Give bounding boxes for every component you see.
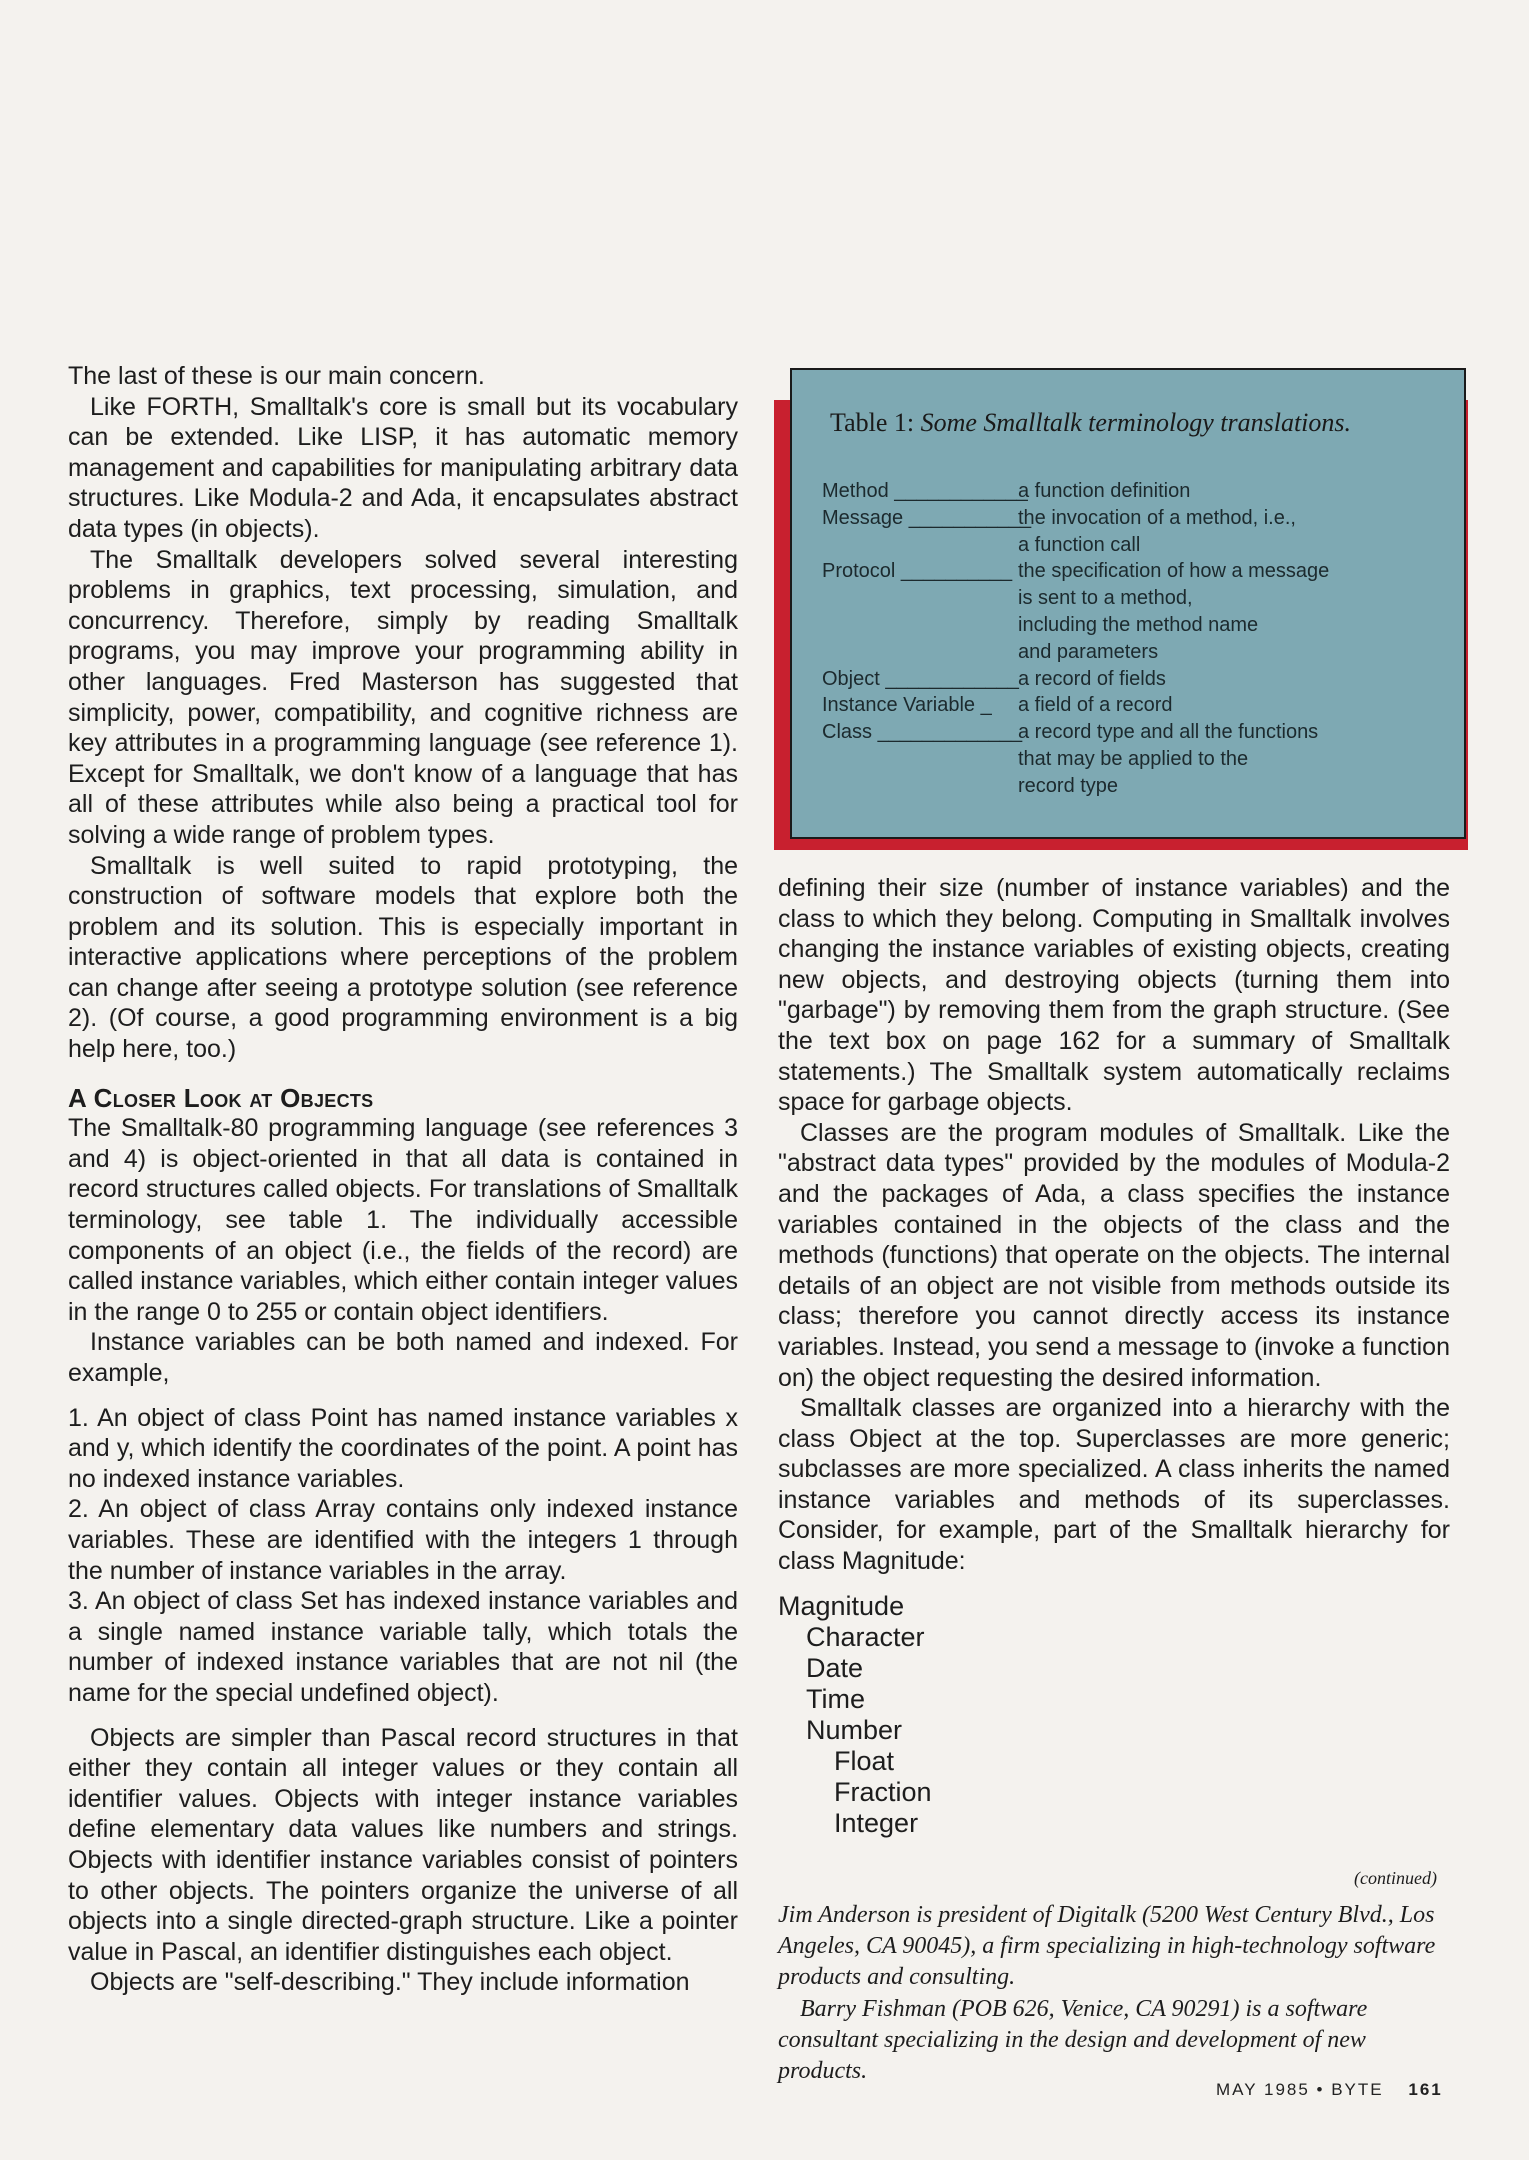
bio-text: Barry Fishman (POB 626, Venice, CA 90291) is a software consultant specializing in the design and development of new products.	[778, 1996, 1368, 2084]
paragraph: Objects are simpler than Pascal record structures in that either they contain all integer values or they contain all identifier values. Objects with integer instance variables define elementary data values like numbers and strings. Objects with identifier instance variables consist of pointers to other objects. The pointers organize the universe of all objects into a single directed-graph structure. Like a pointer value in Pascal, an identifier distinguishes each object.	[68, 1723, 738, 1966]
table-row	[822, 558, 1330, 663]
hierarchy-item: Time	[806, 1683, 865, 1714]
example-list	[68, 1403, 738, 1709]
terminology-table	[790, 368, 1466, 839]
paragraph: Classes are the program modules of Smalltalk. Like the "abstract data types" provided by the modules of Modula-2 and the packages of Ada, a class specifies the instance variables contained in the objects of the class and the methods (functions) that operate on the objects. The internal details of an object are not visible from methods outside its class; therefore you cannot directly access its instance variables. Instead, you send a message to (invoke a function on) the object requesting the desired information.	[778, 1118, 1450, 1392]
definition-line: the specification of how a message	[1018, 560, 1330, 583]
author-bio	[778, 1994, 1450, 2087]
definition-line: record type	[1018, 774, 1119, 797]
table-definition	[1018, 666, 1166, 693]
definition-line: that may be applied to the	[1018, 747, 1249, 770]
hierarchy-item: Integer	[834, 1807, 919, 1838]
section-heading: A Closer Look at Objects	[68, 1082, 374, 1113]
definition-line: a record of fields	[1018, 667, 1166, 690]
list-item: 3. An object of class Set has indexed instance variables and a single named instance variable tally, which totals the number of indexed instance variables that are not nil (the name for the special undefined object).	[68, 1587, 738, 1707]
list-item: 2. An object of class Array contains only indexed instance variables. These are identified with the integers 1 through the number of instance variables in the array.	[68, 1495, 738, 1585]
hierarchy-item: Character	[806, 1621, 925, 1652]
definition-line: a function definition	[1018, 480, 1191, 502]
definition-line: the invocation of a method, i.e.,	[1018, 506, 1296, 529]
table-row	[822, 666, 1166, 693]
definition-line: is sent to a method,	[1018, 587, 1193, 610]
definition-line: a field of a record	[1018, 694, 1173, 717]
table-term: Protocol __________	[822, 560, 1013, 583]
table-number: Table 1:	[830, 408, 915, 437]
page-number: 161	[1408, 2080, 1443, 2099]
paragraph: defining their size (number of instance variables) and the class to which they belong. Computing in Smalltalk involves changing the instance variables of existing objects, creating new objects, and destroying objects (turning them into "garbage") by removing them from the graph structure. (See the text box on page 162 for a summary of Smalltalk statements.) The Smalltalk system automatically reclaims space for garbage objects.	[778, 874, 1450, 1117]
table-term: Instance Variable _	[822, 694, 992, 717]
table-definition	[1018, 719, 1318, 799]
paragraph: Smalltalk classes are organized into a hierarchy with the class Object at the top. Superclasses are more generic; subclasses are more specialized. A class inherits the named instance variables and methods of its superclasses. Consider, for example, part of the Smalltalk hierarchy for class Magnitude:	[778, 1394, 1450, 1576]
hierarchy-item: Float	[834, 1745, 895, 1776]
table-definition	[1018, 558, 1329, 665]
table-definition	[1018, 505, 1296, 559]
table-row	[822, 505, 1296, 556]
paragraph: Smalltalk is well suited to rapid prototyping, the construction of software models that explore both the problem and its solution. This is especially important in interactive applications where perceptions of the problem can change after seeing a prototype solution (see reference 2). (Of course, a good programming environment is a big help here, too.)	[68, 851, 738, 1064]
table-term: Message ___________	[822, 506, 1032, 529]
table-definition	[1018, 692, 1173, 719]
page-footer	[1216, 2080, 1443, 2100]
definition-line: and parameters	[1018, 640, 1159, 663]
paragraph: Like FORTH, Smalltalk's core is small but its vocabulary can be extended. Like LISP, it has automatic memory management and capabilities for manipulating arbitrary data structures. Like Modula-2 and Ada, it encapsulates abstract data types (in objects).	[68, 392, 738, 543]
table-caption: Some Smalltalk terminology translations.	[920, 408, 1352, 437]
table-definition	[1018, 478, 1190, 505]
bio-text: Jim Anderson is president of Digitalk (5200 West Century Blvd., Los Angeles, CA 90045), a firm specializing in high-technology software products and consulting.	[778, 1902, 1436, 1990]
table-term: Object ____________	[822, 667, 1019, 690]
continued-note: (continued)	[1354, 1868, 1437, 1888]
left-column	[68, 361, 738, 1998]
hierarchy-item: Fraction	[834, 1776, 932, 1807]
paragraph: The Smalltalk-80 programming language (see references 3 and 4) is object-oriented in that all data is contained in record structures called objects. For translations of Smalltalk terminology, see table 1. The individually accessible components of an object (i.e., the fields of the record) are called instance variables, which either contain integer values in the range 0 to 255 or contain object identifiers.	[68, 1114, 738, 1326]
class-hierarchy	[778, 1591, 1450, 1839]
issue-label: MAY 1985 • BYTE	[1216, 2080, 1384, 2099]
paragraph: The Smalltalk developers solved several interesting problems in graphics, text processing, simulation, and concurrency. Therefore, simply by reading Smalltalk programs, you may improve your programming ability in other languages. Fred Masterson has suggested that simplicity, power, compatibility, and cognitive richness are key attributes in a programming language (see reference 1). Except for Smalltalk, we don't know of a language that has all of these attributes while also being a practical tool for solving a wide range of problem types.	[68, 545, 738, 849]
list-item: 1. An object of class Point has named instance variables x and y, which identify the coordinates of the point. A point has no indexed instance variables.	[68, 1403, 738, 1493]
hierarchy-root: Magnitude	[778, 1590, 905, 1621]
right-column	[778, 873, 1450, 1839]
table-row	[822, 692, 1173, 719]
paragraph: Instance variables can be both named and indexed. For example,	[68, 1328, 738, 1387]
definition-line: including the method name	[1018, 613, 1259, 636]
definition-line: a record type and all the functions	[1018, 721, 1319, 744]
table-title	[830, 408, 1351, 438]
table-row	[822, 478, 1191, 505]
table-term: Class _____________	[822, 721, 1023, 744]
paragraph: Objects are "self-describing." They include information	[90, 1968, 690, 1997]
table-term: Method ____________	[822, 480, 1028, 502]
author-bio	[778, 1900, 1450, 1993]
hierarchy-item: Number	[806, 1714, 903, 1745]
table-row	[822, 719, 1319, 797]
hierarchy-item: Date	[806, 1652, 864, 1683]
definition-line: a function call	[1018, 533, 1141, 556]
paragraph: The last of these is our main concern.	[68, 362, 485, 390]
